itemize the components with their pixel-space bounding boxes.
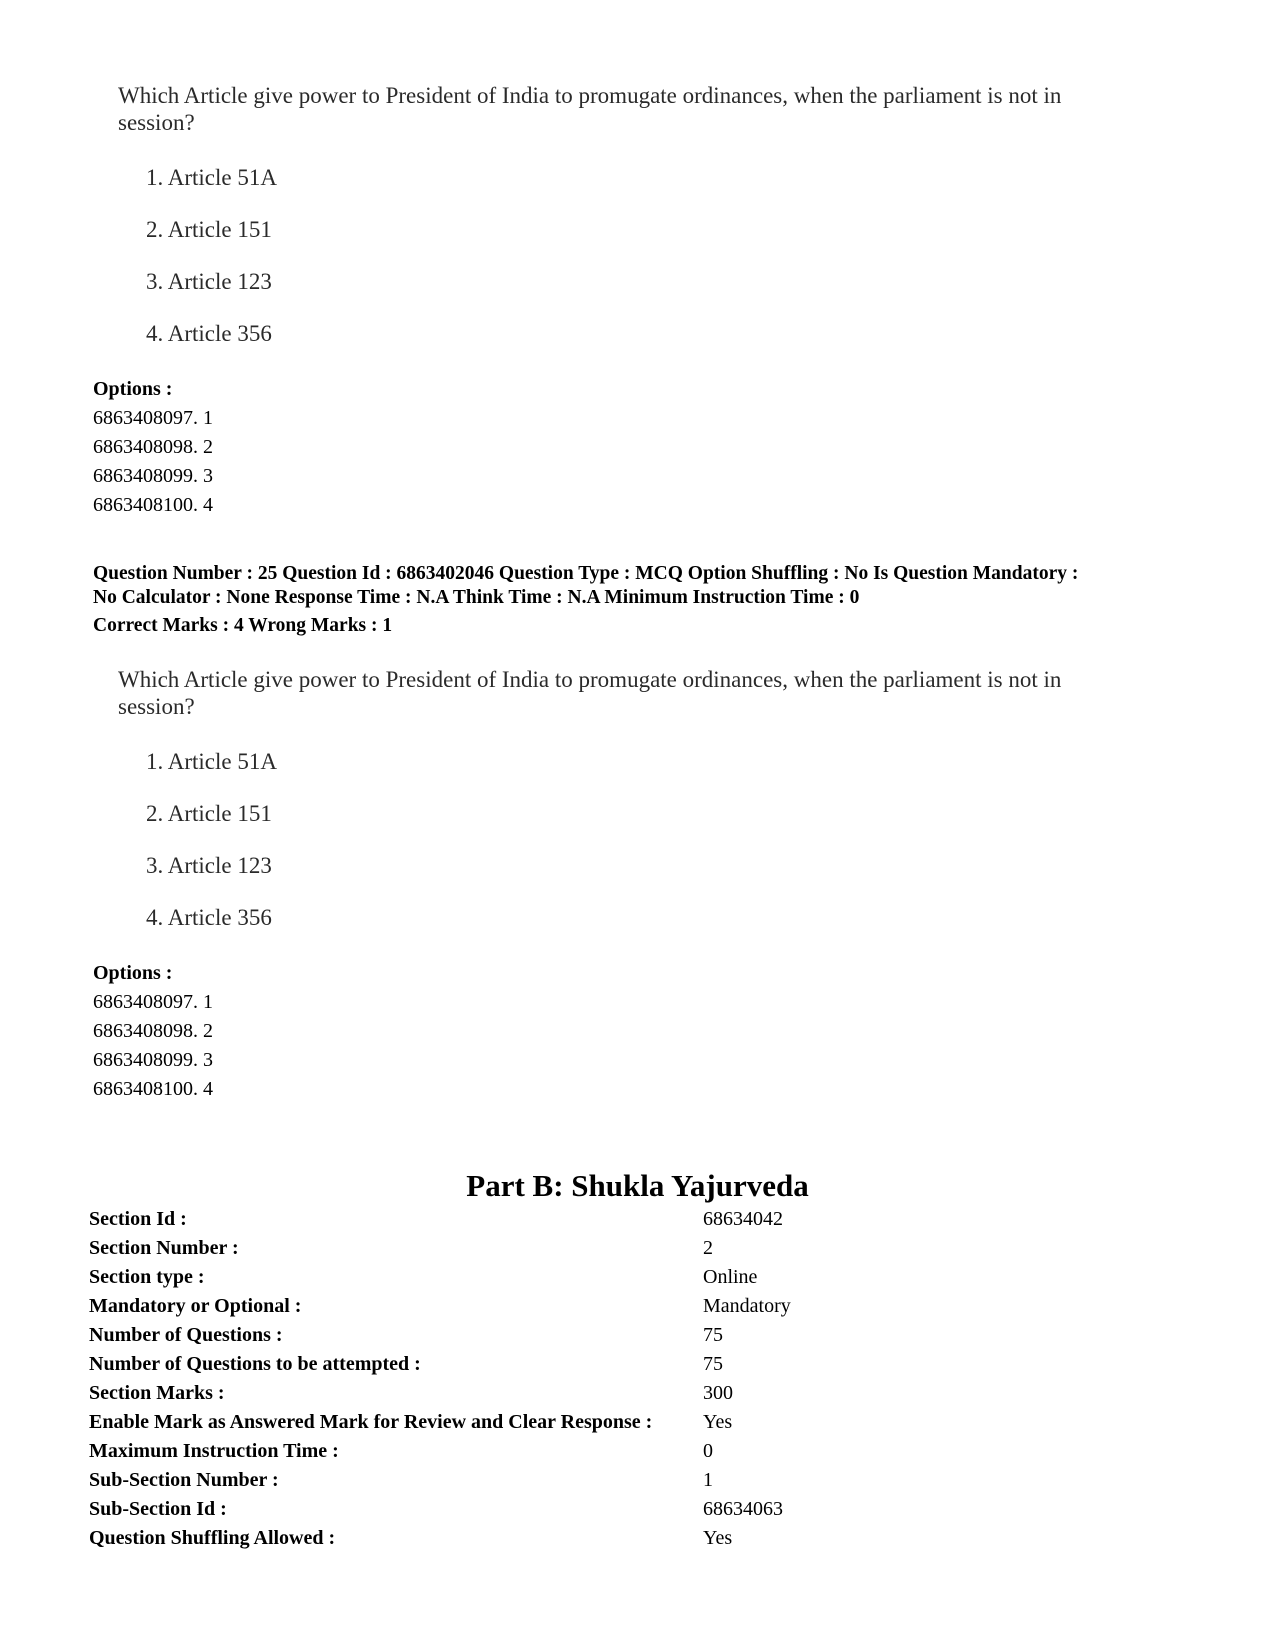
choice-2: 2. Article 151 <box>146 217 272 242</box>
section-row-label: Enable Mark as Answered Mark for Review and Clear Response : <box>89 1411 653 1433</box>
question-meta-line-2: No Calculator : None Response Time : N.A Think Time : N.A Minimum Instruction Time : 0 <box>93 587 860 608</box>
option-id-line: 6863408098. 2 <box>93 1020 213 1042</box>
section-row-label: Number of Questions to be attempted : <box>89 1353 421 1375</box>
question-text-1 <box>118 82 1118 136</box>
section-row-value: 300 <box>703 1382 733 1404</box>
question-line-1: Which Article give power to President of India to promugate ordinances, when the parliament is not in <box>118 83 1062 108</box>
section-row-label: Section Number : <box>89 1237 239 1259</box>
options-label: Options : <box>93 378 173 400</box>
question-line-2: session? <box>118 694 195 719</box>
section-row-value: 68634063 <box>703 1498 783 1520</box>
section-row-label: Number of Questions : <box>89 1324 283 1346</box>
section-title: Part B: Shukla Yajurveda <box>466 1168 809 1203</box>
section-row-label: Sub-Section Id : <box>89 1498 227 1520</box>
option-id-line: 6863408097. 1 <box>93 991 213 1013</box>
section-row-value: 2 <box>703 1237 713 1259</box>
section-row-value: 0 <box>703 1440 713 1462</box>
choice-4: 4. Article 356 <box>146 321 272 346</box>
options-label: Options : <box>93 962 173 984</box>
question-text-2 <box>118 666 1118 720</box>
section-row-label: Sub-Section Number : <box>89 1469 279 1491</box>
section-row-value: Yes <box>703 1411 733 1433</box>
section-row-value: Online <box>703 1266 758 1288</box>
section-row-label: Mandatory or Optional : <box>89 1295 302 1317</box>
choice-1: 1. Article 51A <box>146 165 277 190</box>
section-row-value: Mandatory <box>703 1295 791 1317</box>
marks-line: Correct Marks : 4 Wrong Marks : 1 <box>93 615 393 636</box>
option-id-line: 6863408100. 4 <box>93 1078 213 1100</box>
section-row-label: Maximum Instruction Time : <box>89 1440 339 1462</box>
option-id-line: 6863408097. 1 <box>93 407 213 429</box>
choice-3: 3. Article 123 <box>146 853 272 878</box>
question-line-1: Which Article give power to President of India to promugate ordinances, when the parliament is not in <box>118 667 1062 692</box>
section-row-value: 1 <box>703 1469 713 1491</box>
section-row-label: Section Marks : <box>89 1382 225 1404</box>
choice-1: 1. Article 51A <box>146 749 277 774</box>
option-id-line: 6863408100. 4 <box>93 494 213 516</box>
section-row-value: 75 <box>703 1324 723 1346</box>
choice-3: 3. Article 123 <box>146 269 272 294</box>
section-row-label: Section Id : <box>89 1208 187 1230</box>
section-row-label: Section type : <box>89 1266 205 1288</box>
question-meta-line-1: Question Number : 25 Question Id : 6863402046 Question Type : MCQ Option Shuffling : No Is Question Mandatory : <box>93 563 1079 584</box>
section-row-value: 75 <box>703 1353 723 1375</box>
option-id-line: 6863408099. 3 <box>93 1049 213 1071</box>
section-row-value: Yes <box>703 1527 733 1549</box>
option-id-line: 6863408098. 2 <box>93 436 213 458</box>
choice-4: 4. Article 356 <box>146 905 272 930</box>
section-row-label: Question Shuffling Allowed : <box>89 1527 336 1549</box>
option-id-line: 6863408099. 3 <box>93 465 213 487</box>
section-row-value: 68634042 <box>703 1208 783 1230</box>
choice-2: 2. Article 151 <box>146 801 272 826</box>
question-line-2: session? <box>118 110 195 135</box>
